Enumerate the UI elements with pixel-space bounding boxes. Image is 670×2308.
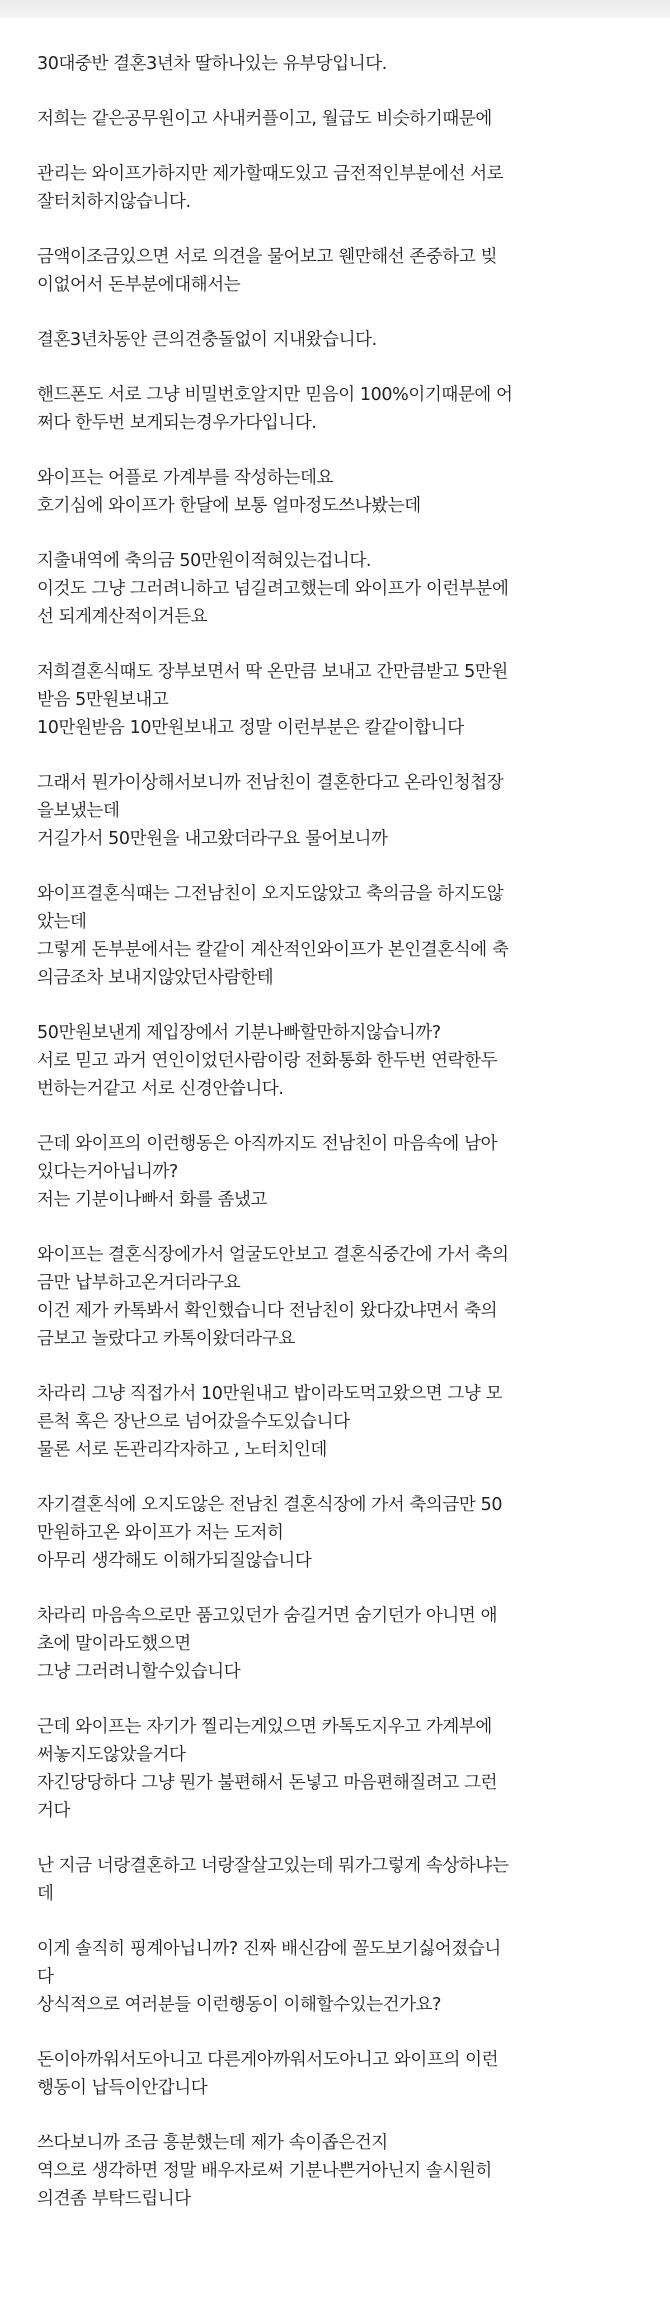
post-line: 관리는 와이프가하지만 제가할때도있고 금전적인부분에선 서로 xyxy=(37,164,504,184)
post-paragraph xyxy=(37,160,642,216)
post-line: 와이프는 어플로 가계부를 작성하는데요 xyxy=(37,468,334,488)
post-line: 의견좀 부탁드립니다 xyxy=(37,2189,191,2209)
post-line: 10만원받음 10만원보내고 정말 이런부분은 칼같이합니다 xyxy=(37,718,464,738)
post-line: 쩌다 한두번 보게되는경우가다입니다. xyxy=(37,413,317,433)
post-paragraph xyxy=(37,547,642,631)
post-paragraph xyxy=(37,326,642,354)
post-paragraph xyxy=(37,1019,642,1103)
top-bar xyxy=(0,0,670,18)
post-line: 다 xyxy=(37,1967,54,1987)
post-line: 초에 말이라도했으면 xyxy=(37,1634,191,1654)
post-paragraph xyxy=(37,1602,642,1686)
post-paragraph xyxy=(37,1491,642,1575)
post-paragraph xyxy=(37,381,642,437)
post-line: 번하는거같고 서로 신경안씁니다. xyxy=(37,1079,284,1099)
post-line: 잘터치하지않습니다. xyxy=(37,192,191,212)
post-line: 의금조차 보내지않았던사람한테 xyxy=(37,968,274,988)
post-line: 이없어서 돈부분에대해서는 xyxy=(37,275,241,295)
post-line: 근데 와이프는 자기가 찔리는게있으면 카톡도지우고 가계부에 xyxy=(37,1717,492,1737)
post-line: 저희결혼식때도 장부보면서 딱 온만큼 보내고 간만큼받고 5만원 xyxy=(37,662,508,682)
post-line: 자기결혼식에 오지도않은 전남친 결혼식장에 가서 축의금만 50 xyxy=(37,1495,503,1515)
post-line: 았는데 xyxy=(37,912,87,932)
post-line: 그냥 그러려니할수있습니다 xyxy=(37,1662,241,1682)
post-line: 이건 제가 카톡봐서 확인했습니다 전남친이 왔다갔냐면서 축의 xyxy=(37,1301,498,1321)
post-line: 상식적으로 여러분들 이런행동이 이해할수있는건가요? xyxy=(37,1995,441,2015)
post-line: 차라리 그냥 직접가서 10만원내고 밥이라도먹고왔으면 그냥 모 xyxy=(37,1384,503,1404)
post-paragraph xyxy=(37,50,642,78)
post-line: 저희는 같은공무원이고 사내커플이고, 월급도 비슷하기때문에 xyxy=(37,109,492,129)
post-paragraph xyxy=(37,243,642,299)
post-line: 데 xyxy=(37,1884,54,1904)
post-paragraph xyxy=(37,105,642,133)
post-line: 금액이조금있으면 서로 의견을 물어보고 웬만해선 존중하고 빚 xyxy=(37,247,498,267)
post-line: 받음 5만원보내고 xyxy=(37,690,169,710)
post-line: 아무리 생각해도 이해가되질않습니다 xyxy=(37,1551,312,1571)
post-line: 만원하고온 와이프가 저는 도저히 xyxy=(37,1523,284,1543)
post-line: 30대중반 결혼3년차 딸하나있는 유부당입니다. xyxy=(37,54,387,74)
post-line: 이게 솔직히 핑계아닙니까? 진짜 배신감에 꼴도보기싫어졌습니 xyxy=(37,1939,501,1959)
post-body xyxy=(37,50,642,2240)
post-line: 선 되게계산적이거든요 xyxy=(37,607,208,627)
post-line: 50만원보낸게 제입장에서 기분나빠할만하지않습니까? xyxy=(37,1023,441,1043)
post-paragraph xyxy=(37,2129,642,2213)
post-line: 핸드폰도 서로 그냥 비밀번호알지만 믿음이 100%이기때문에 어 xyxy=(37,385,513,405)
post-line: 돈이아까워서도아니고 다른게아까워서도아니고 와이프의 이런 xyxy=(37,2050,499,2070)
post-paragraph xyxy=(37,1935,642,2019)
post-line: 난 지금 너랑결혼하고 너랑잘살고있는데 뭐가그렇게 속상하냐는 xyxy=(37,1856,509,1876)
post-paragraph xyxy=(37,1852,642,1908)
post-line: 차라리 마음속으로만 품고있던가 숨길거면 숨기던가 아니면 애 xyxy=(37,1606,498,1626)
post-line: 이것도 그냥 그러려니하고 넘길려고했는데 와이프가 이런부분에 xyxy=(37,579,509,599)
post-paragraph xyxy=(37,1380,642,1464)
post-line: 른척 혹은 장난으로 넘어갔을수도있습니다 xyxy=(37,1412,350,1432)
post-line: 을보냈는데 xyxy=(37,801,120,821)
post-line: 저는 기분이나빠서 화를 좀냈고 xyxy=(37,1190,268,1210)
post-line: 물론 서로 돈관리각자하고 , 노터치인데 xyxy=(37,1440,327,1460)
post-line: 금보고 놀랐다고 카톡이왔더라구요 xyxy=(37,1329,295,1349)
post-line: 근데 와이프의 이런행동은 아직까지도 전남친이 마음속에 남아 xyxy=(37,1134,498,1154)
post-line: 그렇게 돈부분에서는 칼같이 계산적인와이프가 본인결혼식에 축 xyxy=(37,940,509,960)
post-line: 써놓지도않았을거다 xyxy=(37,1745,186,1765)
post-paragraph xyxy=(37,1130,642,1214)
post-line: 자긴당당하다 그냥 뭔가 불편해서 돈넣고 마음편해질려고 그런 xyxy=(37,1773,498,1793)
post-paragraph xyxy=(37,2046,642,2102)
post-paragraph xyxy=(37,769,642,853)
post-line: 와이프는 결혼식장에가서 얼굴도안보고 결혼식중간에 가서 축의 xyxy=(37,1245,509,1265)
post-line: 행동이 납득이안갑니다 xyxy=(37,2078,208,2098)
post-line: 금만 납부하고온거더라구요 xyxy=(37,1273,241,1293)
post-line: 쓰다보니까 조금 흥분했는데 제가 속이좁은건지 xyxy=(37,2133,388,2153)
post-line: 서로 믿고 과거 연인이었던사람이랑 전화통화 한두번 연락한두 xyxy=(37,1051,498,1071)
post-paragraph xyxy=(37,1241,642,1353)
post-line: 그래서 뭔가이상해서보니까 전남친이 결혼한다고 온라인청첩장 xyxy=(37,773,504,793)
post-paragraph xyxy=(37,880,642,992)
post-line: 거길가서 50만원을 내고왔더라구요 물어보니까 xyxy=(37,829,388,849)
post-line: 와이프결혼식때는 그전남친이 오지도않았고 축의금을 하지도않 xyxy=(37,884,504,904)
post-line: 지출내역에 축의금 50만원이적혀있는겁니다. xyxy=(37,551,372,571)
post-paragraph xyxy=(37,658,642,742)
post-line: 역으로 생각하면 정말 배우자로써 기분나쁜거아닌지 솔시원히 xyxy=(37,2161,492,2181)
post-paragraph xyxy=(37,464,642,520)
post-line: 호기심에 와이프가 한달에 보통 얼마정도쓰나봤는데 xyxy=(37,496,421,516)
post-paragraph xyxy=(37,1713,642,1825)
post-line: 결혼3년차동안 큰의견충돌없이 지내왔습니다. xyxy=(37,330,377,350)
post-line: 있다는거아닙니까? xyxy=(37,1162,178,1182)
post-line: 거다 xyxy=(37,1801,71,1821)
